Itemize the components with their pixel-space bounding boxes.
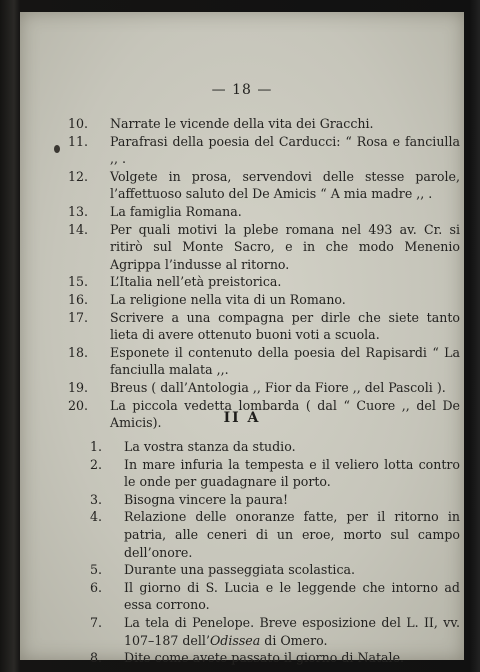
list-item (20, 115, 464, 133)
list-item (20, 309, 464, 344)
item-number: 16. (67, 291, 88, 307)
book-title-italic: Odissea (209, 632, 261, 648)
item-text-part: La tela di Penelope. Breve esposizione del L. II, vv. 107–187 dell’ (124, 614, 460, 648)
item-number: 8. (89, 650, 102, 666)
list-item (20, 456, 464, 491)
item-text (124, 614, 464, 649)
list-item (20, 291, 464, 309)
section-heading: II A (223, 410, 261, 426)
list-item (20, 379, 464, 397)
item-number: 12. (67, 168, 88, 184)
item-number: 2. (89, 456, 102, 472)
item-text: Bisogna vincere la paura! (124, 491, 289, 507)
list-item (20, 579, 464, 614)
item-text: Esponete il contenuto della poesia del Rapisardi “ La fanciulla malata ,,. (110, 344, 460, 378)
item-text: In mare infuria la tempesta e il veliero lotta contro le onde per guadagnare il porto. (124, 456, 460, 490)
list-item (20, 273, 464, 291)
item-number: 18. (67, 344, 88, 360)
item-text: L’Italia nell’età preistorica. (110, 274, 282, 290)
list-item (20, 491, 464, 509)
item-text: Relazione delle onoranze fatte, per il ritorno in patria, alle ceneri di un eroe, morto sul campo dell’onore. (124, 509, 460, 560)
item-text: Il giorno di S. Lucia e le leggende che intorno ad essa corrono. (124, 579, 460, 613)
page-number: — 18 — (211, 82, 273, 98)
item-number: 7. (89, 614, 102, 630)
item-number: 19. (67, 379, 88, 395)
item-text: Narrate le vicende della vita dei Gracchi. (110, 116, 374, 131)
item-text: La famiglia Romana. (110, 203, 242, 219)
item-number: 4. (89, 509, 102, 525)
item-number: 15. (67, 274, 88, 290)
item-number: 3. (89, 491, 102, 507)
item-text: Per quali motivi la plebe romana nel 493 av. Cr. si ritirò sul Monte Sacro, e in che modo Menenio Agrippa l’indusse al ritorno. (110, 221, 460, 272)
list-item (20, 614, 464, 649)
item-text: Parafrasi della poesia del Carducci: “ Rosa e fanciulla ,, . (110, 133, 460, 167)
item-number: 5. (89, 562, 102, 578)
list-item (20, 221, 464, 274)
list-item (20, 508, 464, 561)
item-text: La religione nella vita di un Romano. (110, 291, 346, 307)
list-item (20, 649, 464, 667)
item-text: Durante una passeggiata scolastica. (124, 562, 356, 578)
list-item (20, 438, 464, 456)
item-text: La vostra stanza da studio. (124, 439, 296, 454)
item-number: 17. (67, 309, 88, 325)
item-text: Breus ( dall’Antologia ,, Fior da Fiore ,, del Pascoli ). (110, 379, 446, 395)
book-page (20, 12, 464, 666)
essay-topic-list-class-2a (20, 438, 464, 667)
essay-topic-list-continued (20, 115, 464, 432)
item-text: La piccola vedetta lombarda ( dal “ Cuore ,, del De Amicis). (110, 397, 460, 431)
item-number: 10. (67, 116, 88, 131)
item-number: 13. (67, 203, 88, 219)
item-text: Dite come avete passato il giorno di Natale. (124, 650, 405, 666)
list-item (20, 203, 464, 221)
item-text: Volgete in prosa, servendovi delle stesse parole, l’affettuoso saluto del De Amicis “ A mia madre ,, . (110, 168, 460, 202)
item-number: 1. (89, 439, 102, 454)
item-number: 14. (67, 221, 88, 237)
list-item (20, 561, 464, 579)
item-number: 20. (67, 397, 88, 413)
list-item (20, 133, 464, 168)
item-number: 6. (89, 579, 102, 595)
list-item (20, 168, 464, 203)
item-number: 11. (67, 133, 88, 149)
item-text-part: di Omero. (260, 632, 328, 648)
list-item (20, 344, 464, 379)
item-text: Scrivere a una compagna per dirle che siete tanto lieta di avere ottenuto buoni voti a scuola. (110, 309, 460, 343)
